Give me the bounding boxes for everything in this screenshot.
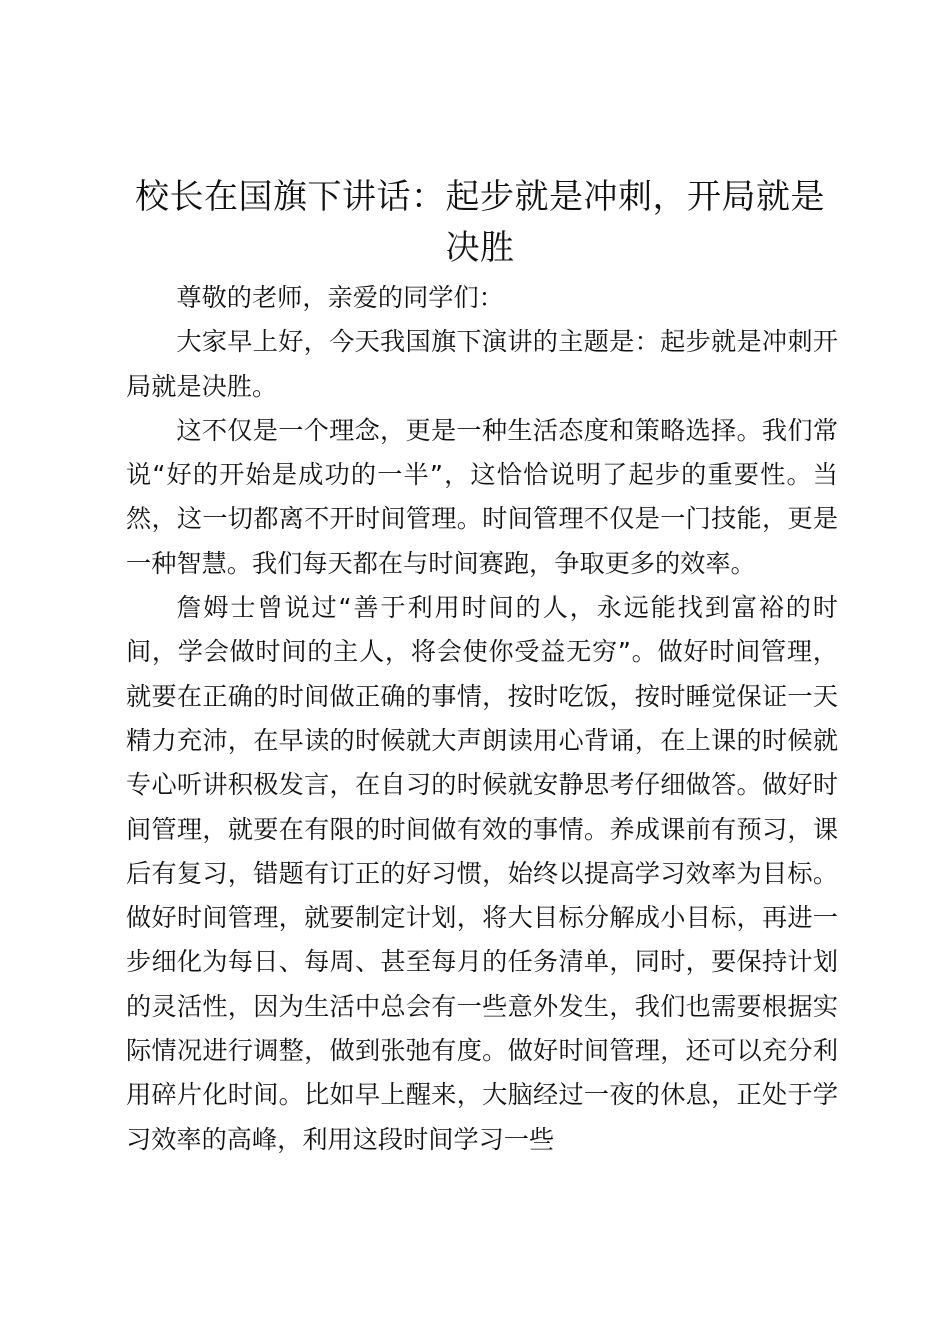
paragraph-greeting: 大家早上好，今天我国旗下演讲的主题是：起步就是冲刺开局就是决胜。 <box>126 327 838 401</box>
paragraph-concept: 这不仅是一个理念，更是一种生活态度和策略选择。我们常说“好的开始是成功的一半”，这恰恰说明了起步的重要性。当然，这一切都离不开时间管理。时间管理不仅是一门技能，更是一种智慧。我们每天都在与时间赛跑，争取更多的效率。 <box>126 415 838 578</box>
paragraph-salutation: 尊敬的老师，亲爱的同学们： <box>176 283 504 312</box>
paragraph-time-management: 詹姆士曾说过“善于利用时间的人，永远能找到富裕的时间，学会做时间的主人，将会使你受益无穷”。做好时间管理，就要在正确的时间做正确的事情，按时吃饭，按时睡觉保证一天精力充沛，在早读的时候就大声朗读用心背诵，在上课的时候就专心听讲积极发言，在自习的时候就安静思考仔细做答。做好时间管理，就要在有限的时间做有效的事情。养成课前有预习，课后有复习，错题有订正的好习惯，始终以提高学习效率为目标。做好时间管理，就要制定计划，将大目标分解成小目标，再进一步细化为每日、每周、甚至每月的任务清单，同时，要保持计划的灵活性，因为生活中总会有一些意外发生，我们也需要根据实际情况进行调整，做到张弛有度。做好时间管理，还可以充分利用碎片化时间。比如早上醒来，大脑经过一夜的休息，正处于学习效率的高峰，利用这段时间学习一些 <box>126 593 838 1154</box>
document-body <box>126 276 838 1162</box>
document-title: 校长在国旗下讲话：起步就是冲刺，开局就是决胜 <box>135 177 825 268</box>
